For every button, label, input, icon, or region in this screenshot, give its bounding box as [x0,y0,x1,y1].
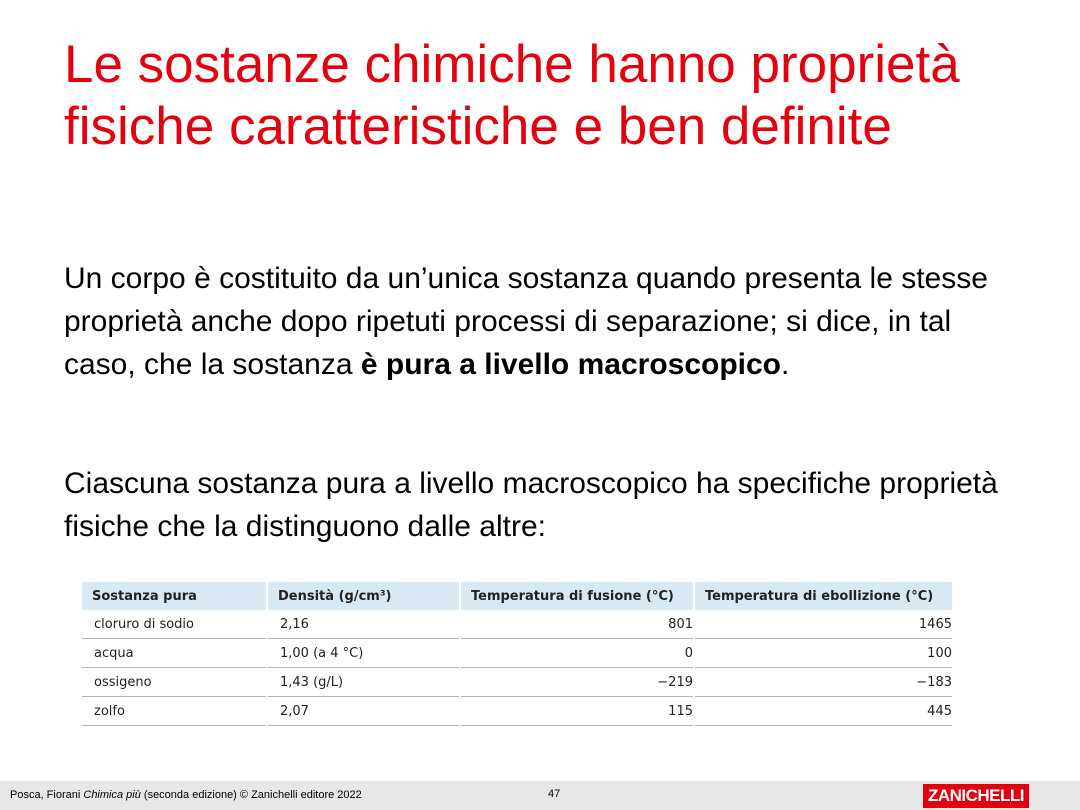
table-row [82,697,952,726]
header-density: Densità (g/cm³) [267,582,460,610]
footer-authors: Posca, Fiorani [10,789,84,801]
cell-density: 1,43 (g/L) [267,668,460,697]
cell-melting [460,668,694,697]
header-substance: Sostanza pura [82,582,267,610]
table-row [82,610,952,639]
cell-value: 801 [668,616,693,632]
header-melting-point: Temperatura di fusione (°C) [460,582,694,610]
cell-value: −183 [916,674,952,690]
table-row [82,639,952,668]
cell-boiling [694,639,952,668]
footer-bar [0,781,1080,810]
cell-substance: acqua [82,639,267,668]
cell-value: 115 [668,703,693,719]
cell-melting [460,639,694,668]
cell-value: 445 [927,703,952,719]
cell-density: 1,00 (a 4 °C) [267,639,460,668]
paragraph-end: . [781,348,790,381]
footer-book-title: Chimica più [83,789,141,801]
slide-title: Le sostanze chimiche hanno proprietà fisiche caratteristiche e ben definite [64,35,960,156]
header-boiling-point: Temperatura di ebollizione (°C) [694,582,952,610]
cell-substance: zolfo [82,697,267,726]
cell-substance: ossigeno [82,668,267,697]
paragraph-emphasis: è pura a livello macroscopico [360,348,782,381]
cell-value: 100 [927,645,952,661]
page-number: 47 [548,788,561,800]
cell-melting [460,697,694,726]
table-row [82,668,952,697]
cell-density: 2,07 [267,697,460,726]
cell-value: −219 [657,674,693,690]
zanichelli-logo: ZANICHELLI [923,784,1029,808]
cell-melting [460,610,694,639]
paragraph-pure-substance [64,257,1024,386]
paragraph-text: Un corpo è costituito da un’unica sostanza quando presenta le stesse proprietà anche dopo ripetuti processi di separazione; si dice, in tal caso, che la sostanza [64,262,988,381]
footer-edition: (seconda edizione) © Zanichelli editore 2022 [140,789,362,801]
cell-value: 1465 [918,616,952,632]
cell-value: 0 [684,645,693,661]
cell-boiling [694,697,952,726]
cell-boiling [694,668,952,697]
footer-credits [10,789,362,801]
cell-substance: cloruro di sodio [82,610,267,639]
properties-table [82,582,952,726]
paragraph-properties: Ciascuna sostanza pura a livello macroscopico ha specifiche proprietà fisiche che la distinguono dalle altre: [64,467,998,543]
cell-boiling [694,610,952,639]
table-header-row [82,582,952,610]
cell-density: 2,16 [267,610,460,639]
